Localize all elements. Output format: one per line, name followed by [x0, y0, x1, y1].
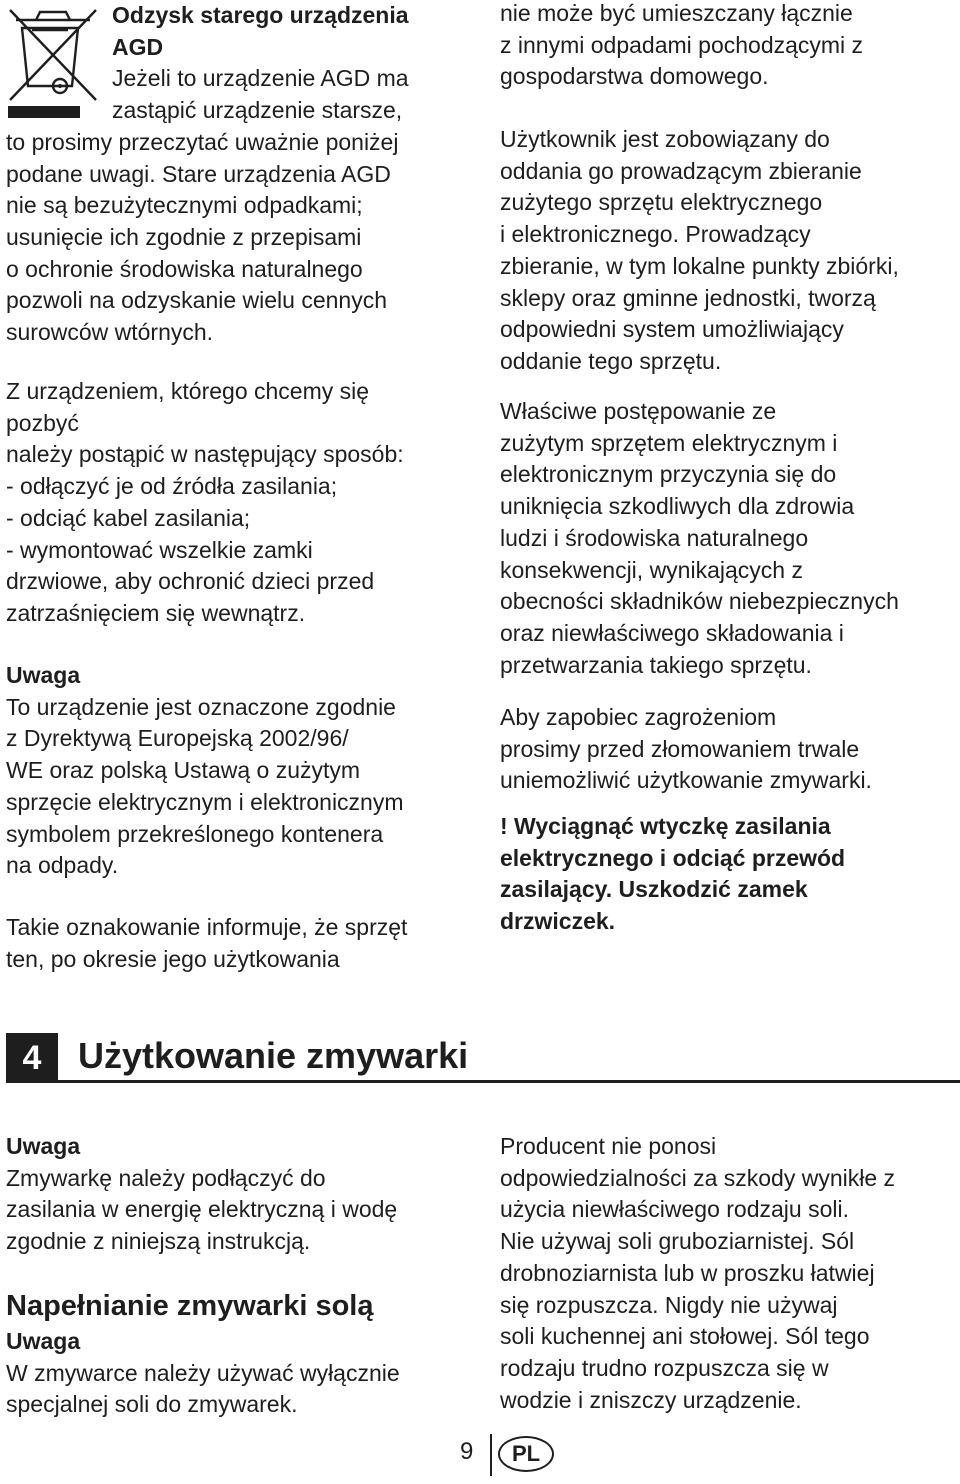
usage-note-line: zgodnie z niniejszą instrukcją. [6, 1228, 311, 1255]
note-line: na odpady. [6, 852, 119, 879]
right-line: Użytkownik jest zobowiązany do [500, 126, 830, 152]
warning-line: ! Wyciągnąć wtyczkę zasilania [500, 813, 831, 839]
salt-line: wodzie i zniszczy urządzenie. [500, 1386, 802, 1413]
weee-title-line-2: AGD [112, 33, 164, 60]
usage-note [6, 1131, 397, 1258]
disposal-paragraph [6, 376, 404, 630]
marking-line: ten, po okresie jego użytkowania [6, 945, 340, 972]
warning-line: zasilający. Uszkodzić zamek [500, 876, 808, 903]
intro-line: to prosimy przeczytać uważnie poniżej [6, 128, 399, 155]
disposal-line: - wymontować wszelkie zamki [6, 536, 313, 563]
intro-line: nie są bezużytecznymi odpadkami; [6, 192, 363, 219]
right-line: odpowiedni system umożliwiający [500, 316, 844, 343]
right-line: oraz niewłaściwego składowania i [500, 619, 844, 646]
crossed-out-wheelie-bin-icon [6, 6, 100, 120]
right-line: przetwarzania takiego sprzętu. [500, 651, 812, 678]
salt-line: rodzaju trudno rozpuszcza się w [500, 1354, 829, 1381]
right-line: Właściwe postępowanie ze [500, 398, 777, 424]
right-line: Aby zapobiec zagrożeniom [500, 704, 777, 730]
right-line: konsekwencji, wynikających z [500, 556, 803, 583]
usage-note-line: zasilania w energię elektryczną i wodę [6, 1196, 398, 1223]
language-badge: PL [498, 1436, 554, 1472]
disposal-line: drzwiowe, aby ochronić dzieci przed [6, 568, 375, 595]
weee-intro-short-2: zastąpić urządzenie starsze, [112, 97, 403, 124]
salt-line: się rozpuszcza. Nigdy nie używaj [500, 1291, 838, 1318]
warning-paragraph [500, 811, 845, 938]
right-line: oddanie tego sprzętu. [500, 347, 722, 374]
right-line: obecności składników niebezpiecznych [500, 588, 899, 615]
salt-note-line: specjalnej soli do zmywarek. [6, 1391, 298, 1418]
warning-line: drzwiczek. [500, 908, 616, 935]
right-line: zużytego sprzętu elektrycznego [500, 189, 823, 216]
section-title: Użytkowanie zmywarki [78, 1035, 469, 1076]
marking-line: Takie oznakowanie informuje, że sprzęt [6, 914, 408, 940]
salt-line: Producent nie ponosi [500, 1133, 717, 1159]
disposal-line: Z urządzeniem, którego chcemy się [6, 378, 370, 404]
usage-note-label: Uwaga [6, 1133, 81, 1159]
intro-line: surowców wtórnych. [6, 319, 214, 346]
right-line: gospodarstwa domowego. [500, 63, 769, 90]
weee-heading [112, 0, 409, 127]
right-line: oddania go prowadzącym zbieranie [500, 157, 862, 184]
note-line: sprzęcie elektrycznym i elektronicznym [6, 788, 404, 815]
salt-line: odpowiedzialności za szkody wynikłe z [500, 1164, 896, 1191]
right-paragraph-4 [500, 702, 872, 797]
salt-line: drobnoziarnista lub w proszku łatwiej [500, 1259, 875, 1286]
right-line: elektronicznym przyczynia się do [500, 461, 837, 488]
marking-paragraph [6, 912, 407, 975]
right-line: nie może być umieszczany łącznie [500, 0, 853, 26]
note-line: z Dyrektywą Europejską 2002/96/ [6, 725, 349, 752]
salt-line: Nie używaj soli gruboziarnistej. Sól [500, 1228, 855, 1255]
right-paragraph-3 [500, 396, 899, 681]
right-line: ludzi i środowiska naturalnego [500, 524, 809, 551]
salt-liability-paragraph [500, 1131, 895, 1416]
salt-line: użycia niewłaściwego rodzaju soli. [500, 1196, 849, 1223]
weee-intro-paragraph [6, 127, 398, 349]
usage-note-line: Zmywarkę należy podłączyć do [6, 1164, 326, 1191]
right-paragraph-1 [500, 0, 863, 93]
salt-note-label: Uwaga [6, 1328, 81, 1354]
right-line: uniemożliwić użytkowanie zmywarki. [500, 767, 872, 794]
disposal-line: należy postąpić w następujący sposób: [6, 441, 404, 468]
page-footer [458, 1432, 558, 1478]
note-line: WE oraz polską Ustawą o zużytym [6, 757, 361, 784]
intro-line: usunięcie ich zgodnie z przepisami [6, 223, 362, 250]
right-line: z innymi odpadami pochodzącymi z [500, 31, 864, 58]
salt-heading: Napełnianie zmywarki solą [6, 1290, 374, 1322]
right-line: sklepy oraz gminne jednostki, tworzą [500, 284, 876, 311]
footer-divider [490, 1434, 492, 1476]
note-line: symbolem przekreślonego kontenera [6, 820, 384, 847]
weee-note [6, 660, 404, 882]
note-label: Uwaga [6, 662, 81, 688]
weee-title-line-1: Odzysk starego urządzenia [112, 2, 409, 28]
intro-line: podane uwagi. Stare urządzenia AGD [6, 160, 391, 187]
salt-note [6, 1326, 400, 1421]
section-rule [58, 1080, 960, 1083]
page-number: 9 [460, 1438, 474, 1465]
disposal-line: - odciąć kabel zasilania; [6, 504, 251, 531]
intro-line: o ochronie środowiska naturalnego [6, 255, 363, 282]
section-header [6, 1033, 960, 1083]
right-line: zużytym sprzętem elektrycznym i [500, 429, 838, 456]
salt-note-line: W zmywarce należy używać wyłącznie [6, 1359, 400, 1386]
weee-intro-short-1: Jeżeli to urządzenie AGD ma [112, 65, 409, 92]
right-paragraph-2 [500, 124, 899, 378]
salt-line: soli kuchennej ani stołowej. Sól tego [500, 1323, 870, 1350]
right-line: zbieranie, w tym lokalne punkty zbiórki, [500, 252, 899, 279]
section-number: 4 [6, 1033, 58, 1083]
disposal-line: zatrzaśnięciem się wewnątrz. [6, 599, 306, 626]
disposal-line: pozbyć [6, 409, 79, 436]
right-line: i elektronicznego. Prowadzący [500, 221, 811, 248]
right-line: prosimy przed złomowaniem trwale [500, 735, 860, 762]
note-line: To urządzenie jest oznaczone zgodnie [6, 693, 396, 720]
disposal-line: - odłączyć je od źródła zasilania; [6, 473, 338, 500]
intro-line: pozwoli na odzyskanie wielu cennych [6, 287, 387, 314]
warning-line: elektrycznego i odciąć przewód [500, 844, 846, 871]
right-line: uniknięcia szkodliwych dla zdrowia [500, 493, 855, 520]
